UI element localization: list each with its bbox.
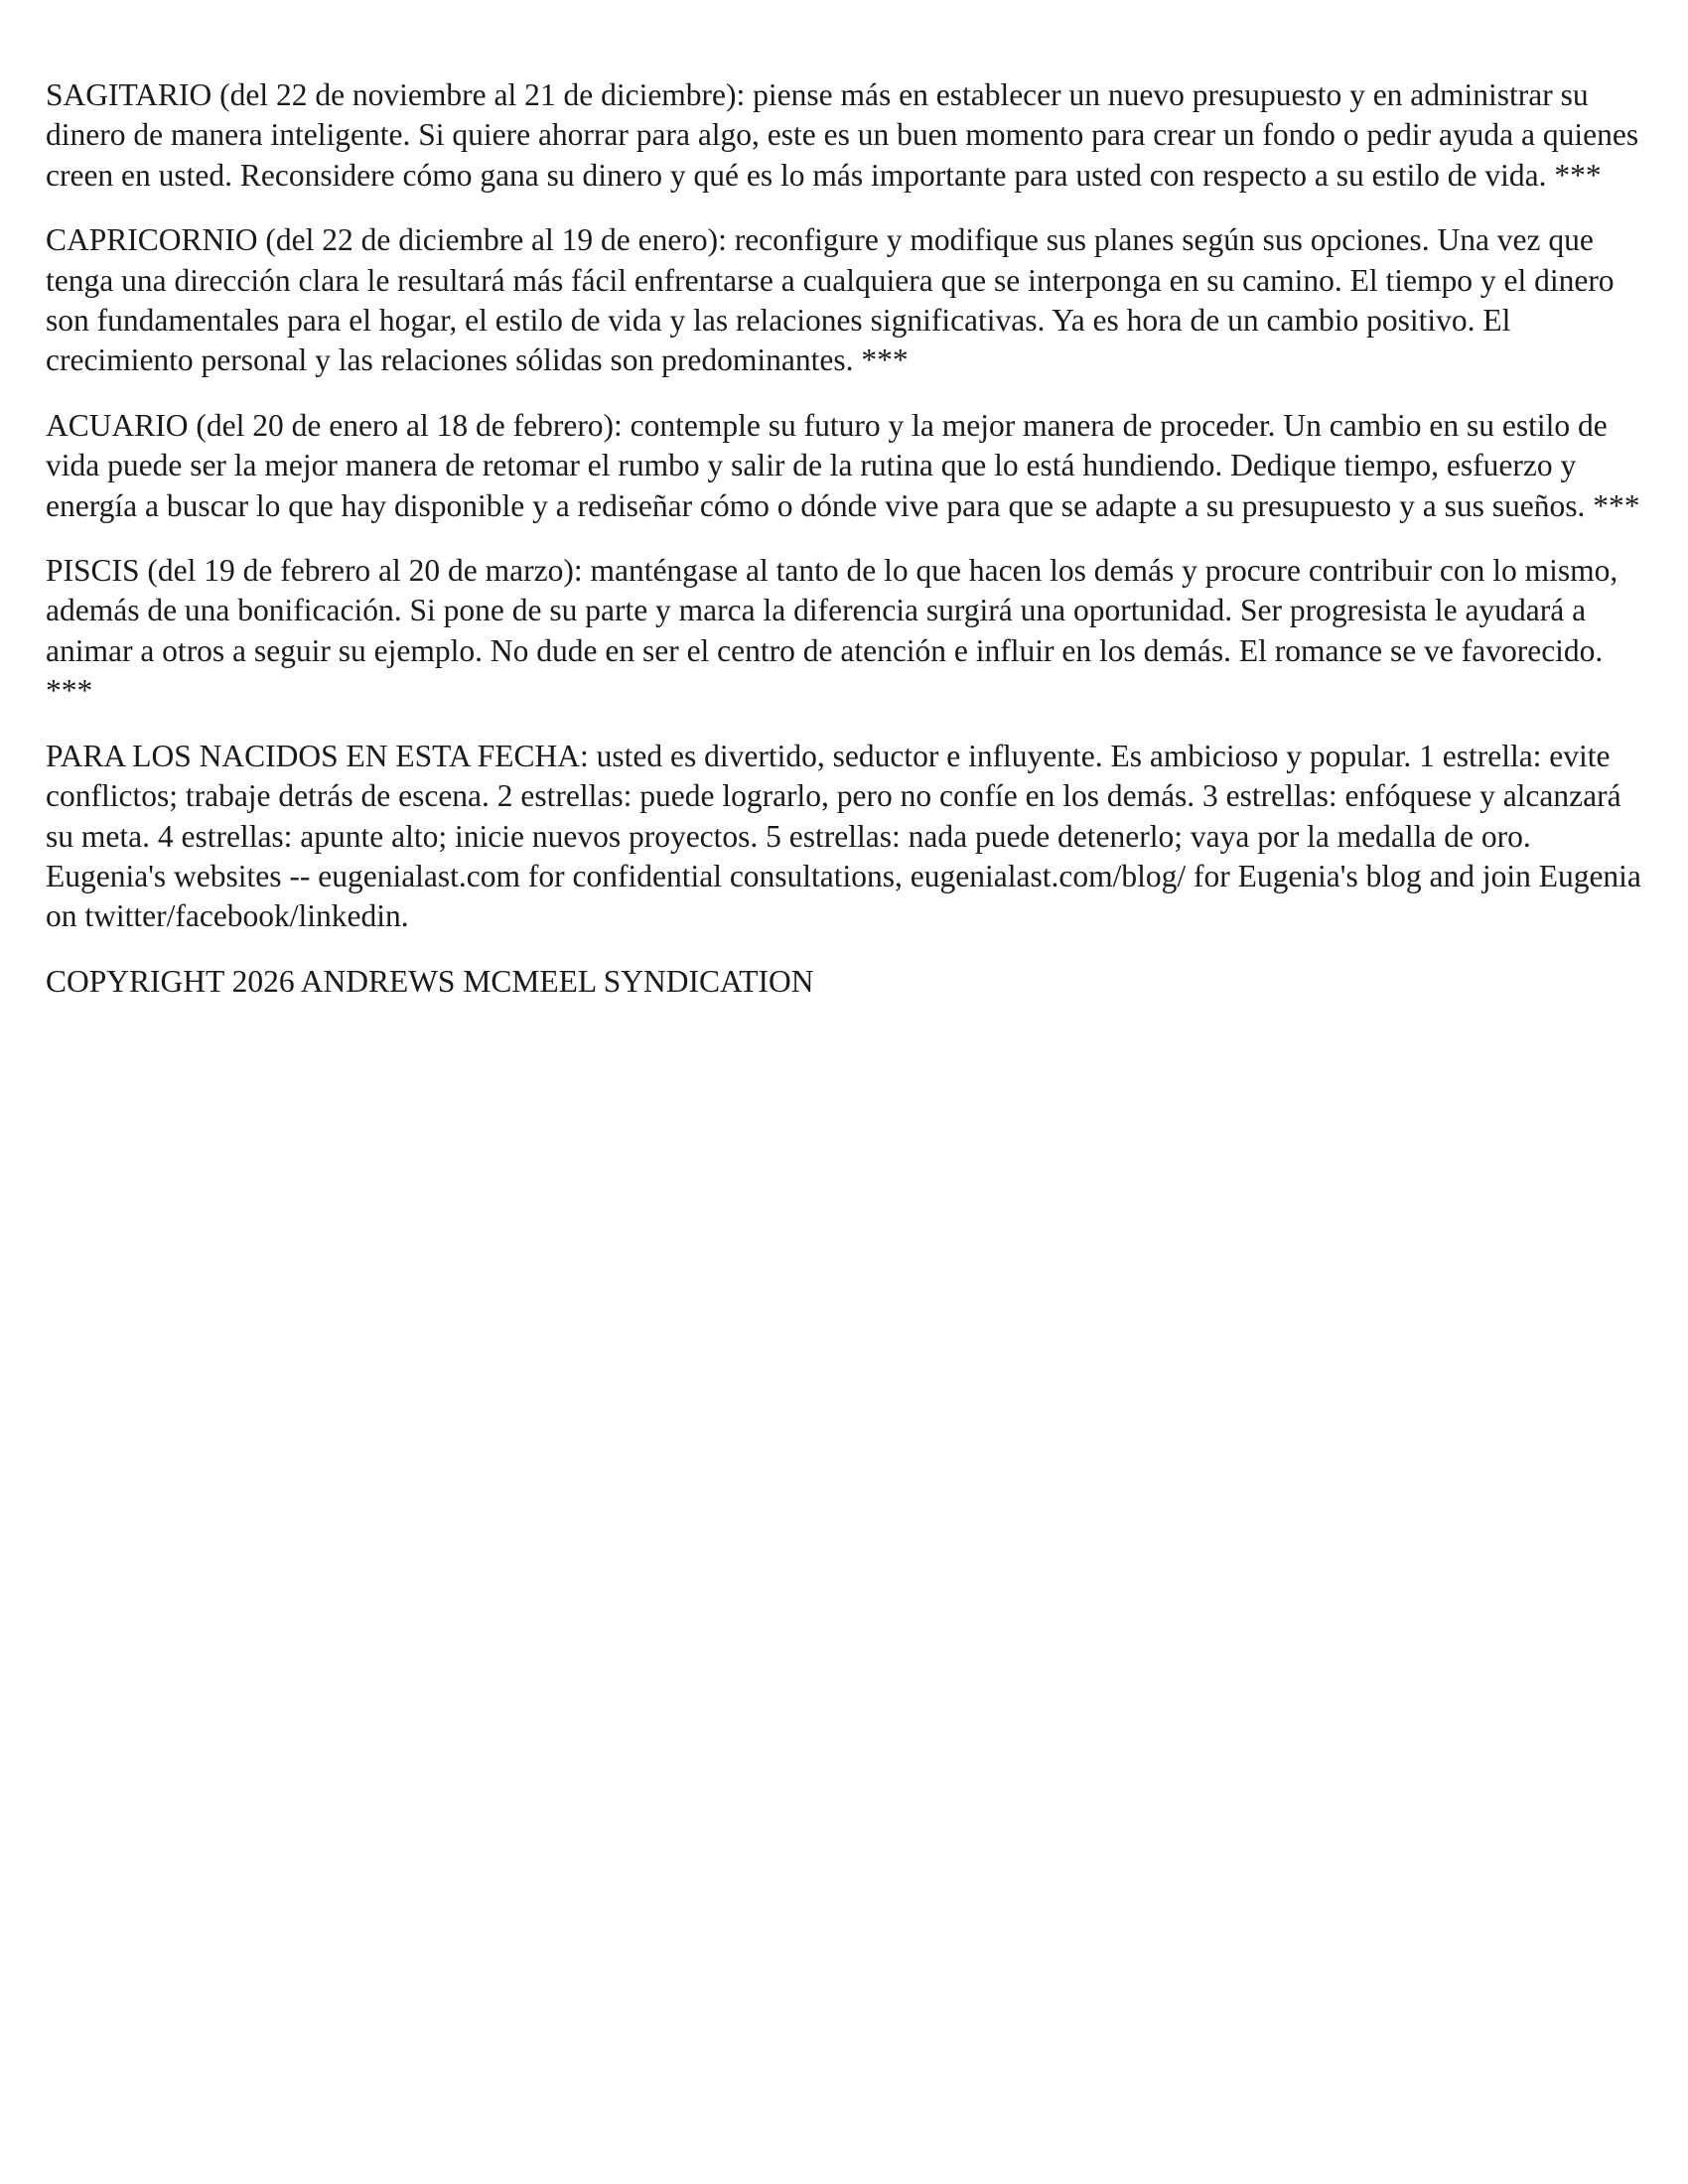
birthday-paragraph: PARA LOS NACIDOS EN ESTA FECHA: usted es divertido, seductor e influyente. Es ambicioso y popular. 1 estrella: evite conflictos; trabaje detrás de escena. 2 estrellas: puede lograrlo, pero no confíe en los demás. 3 estrellas: enfóquese y alcanzará su meta. 4 estrellas: apunte alto; inicie nuevos proyectos. 5 estrellas: nada puede detenerlo; vaya por la medalla de oro. Eugenia's websites -- eugenialast.com for confidential consultations, eugenialast.com/blog/ for Eugenia's blog and join Eugenia on twitter/facebook/linkedin. <box>46 738 1641 934</box>
copyright-notice: COPYRIGHT 2026 ANDREWS MCMEEL SYNDICATION <box>46 963 814 999</box>
horoscope-sagittarius: SAGITARIO (del 22 de noviembre al 21 de diciembre): piense más en establecer un nuevo presupuesto y en administrar su dinero de manera inteligente. Si quiere ahorrar para algo, este es un buen momento para crear un fondo o pedir ayuda a quienes creen en usted. Reconsidere cómo gana su dinero y qué es lo más importante para usted con respecto a su estilo de vida. *** <box>46 77 1639 193</box>
horoscope-aquarius: ACUARIO (del 20 de enero al 18 de febrero): contemple su futuro y la mejor manera de proceder. Un cambio en su estilo de vida puede ser la mejor manera de retomar el rumbo y salir de la rutina que lo está hundiendo. Dedique tiempo, esfuerzo y energía a buscar lo que hay disponible y a rediseñar cómo o dónde vive para que se adapte a su presupuesto y a sus sueños. *** <box>46 407 1640 523</box>
document-page <box>46 75 1644 1026</box>
horoscope-pisces: PISCIS (del 19 de febrero al 20 de marzo): manténgase al tanto de lo que hacen los demás y procure contribuir con lo mismo, además de una bonificación. Si pone de su parte y marca la diferencia surgirá una oportunidad. Ser progresista le ayudará a animar a otros a seguir su ejemplo. No dude en ser el centro de atención e influir en los demás. El romance se ve favorecido. *** <box>46 553 1618 709</box>
horoscope-capricorn: CAPRICORNIO (del 22 de diciembre al 19 de enero): reconfigure y modifique sus planes según sus opciones. Una vez que tenga una dirección clara le resultará más fácil enfrentarse a cualquiera que se interponga en su camino. El tiempo y el dinero son fundamentales para el hogar, el estilo de vida y las relaciones significativas. Ya es hora de un cambio positivo. El crecimiento personal y las relaciones sólidas son predominantes. *** <box>46 222 1615 378</box>
